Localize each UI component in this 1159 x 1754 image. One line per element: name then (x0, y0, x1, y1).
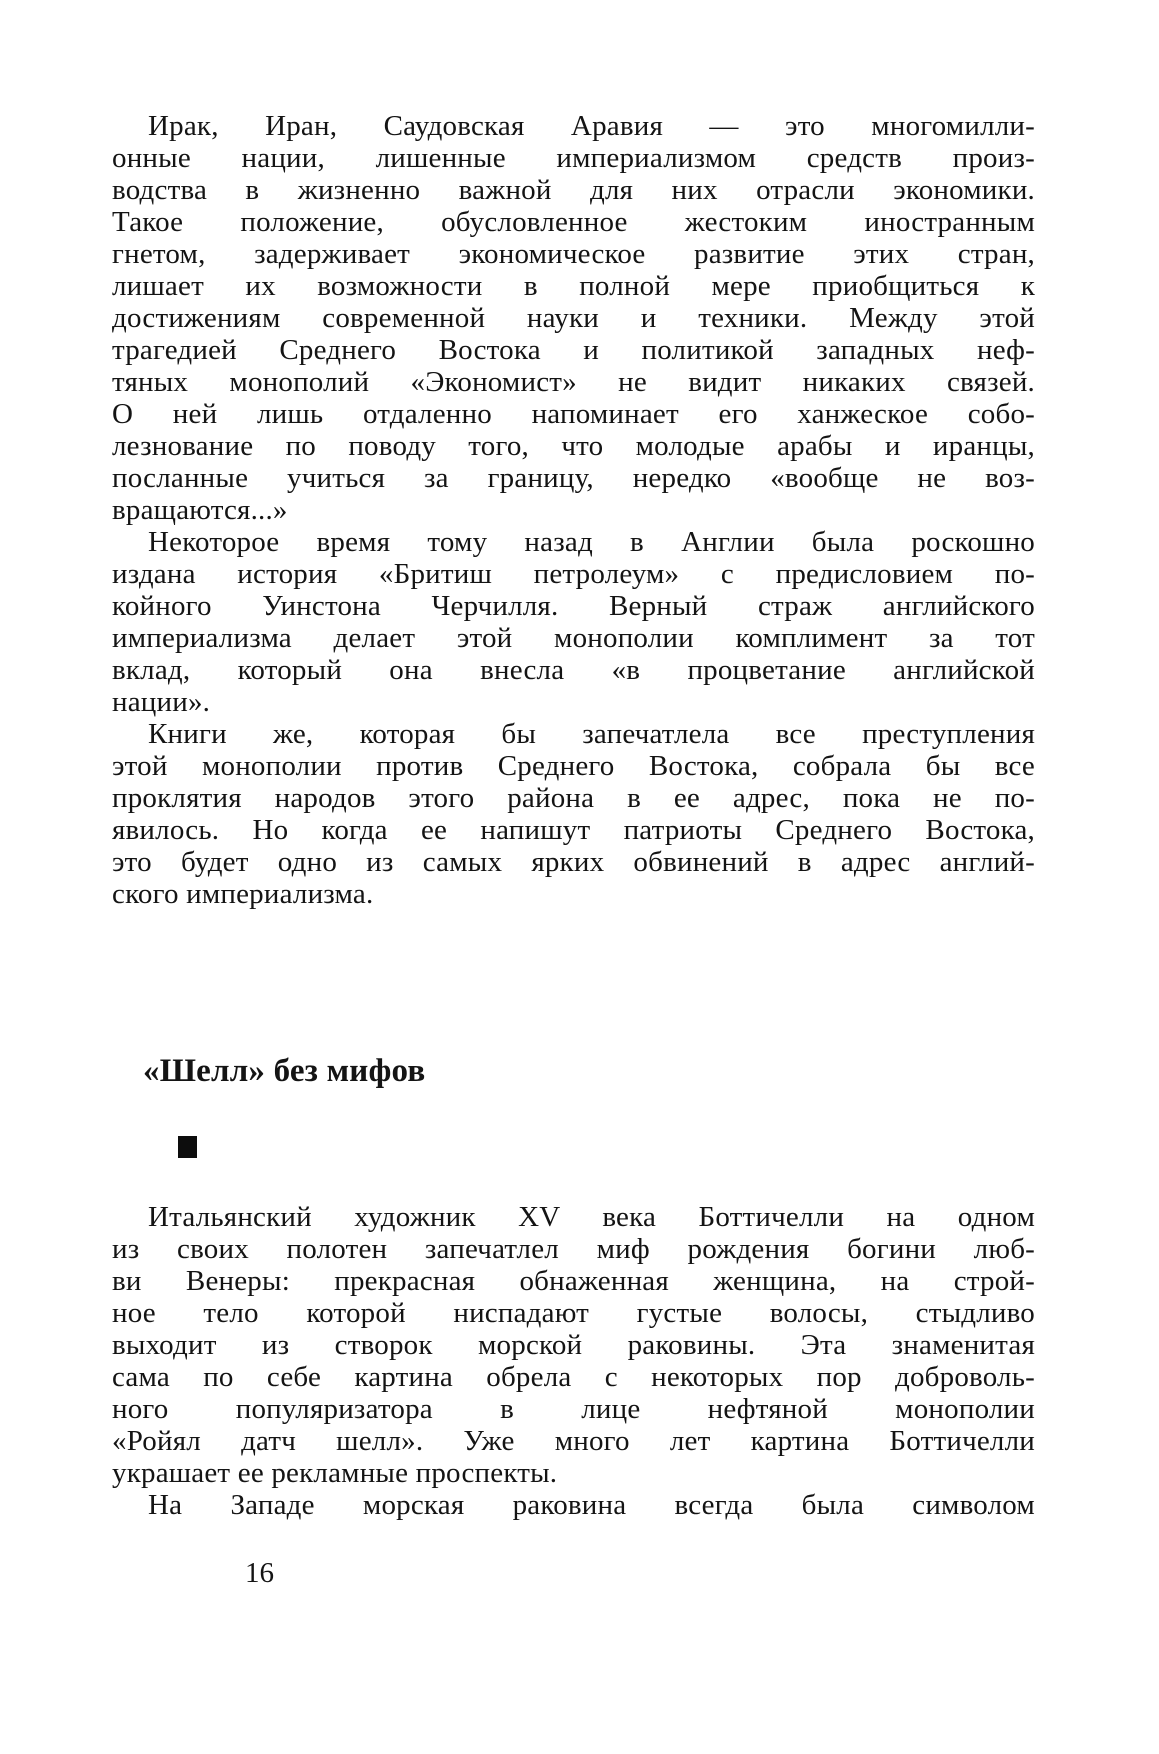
text-line: Ирак, Иран, Саудовская Аравия — это многомилли- (148, 110, 1035, 142)
text-line: О ней лишь отдаленно напоминает его ханжеское собо- (112, 398, 1035, 430)
text-line: койного Уинстона Черчилля. Верный страж английского (112, 590, 1035, 622)
text-line: ного популяризатора в лице нефтяной монополии (112, 1393, 1035, 1425)
text-line: достижениям современной науки и техники. Между этой (112, 302, 1035, 334)
section-heading: «Шелл» без мифов (143, 1053, 426, 1089)
text-line: лишает их возможности в полной мере приобщиться к (112, 270, 1035, 302)
text-line: ского империализма. (112, 878, 374, 910)
text-line: ви Венеры: прекрасная обнаженная женщина, на строй- (112, 1265, 1035, 1297)
text-line: «Ройял датч шелл». Уже много лет картина Боттичелли (112, 1425, 1035, 1457)
text-line: издана история «Бритиш петролеум» с предисловием по- (112, 558, 1035, 590)
text-line: сама по себе картина обрела с некоторых пор доброволь- (112, 1361, 1035, 1393)
text-column (112, 110, 1035, 1589)
text-line: вращаются...» (112, 494, 288, 526)
text-line: На Западе морская раковина всегда была символом (148, 1489, 1035, 1521)
text-line: онные нации, лишенные империализмом средств произ- (112, 142, 1035, 174)
text-line: ное тело которой ниспадают густые волосы, стыдливо (112, 1297, 1035, 1329)
text-line: явилось. Но когда ее напишут патриоты Среднего Востока, (112, 814, 1035, 846)
text-line: Книги же, которая бы запечатлела все преступления (148, 718, 1035, 750)
text-line: тяных монополий «Экономист» не видит никаких связей. (112, 366, 1035, 398)
text-line: вклад, который она внесла «в процветание английской (112, 654, 1035, 686)
page-number: 16 (245, 1557, 274, 1589)
text-line: лезнование по поводу того, что молодые арабы и иранцы, (112, 430, 1035, 462)
text-line: Такое положение, обусловленное жестоким иностранным (112, 206, 1035, 238)
text-line: трагедией Среднего Востока и политикой западных неф- (112, 334, 1035, 366)
paragraph-1 (112, 110, 1035, 526)
text-line: гнетом, задерживает экономическое развитие этих стран, (112, 238, 1035, 270)
paragraph-5 (112, 1489, 1035, 1521)
text-line: этой монополии против Среднего Востока, собрала бы все (112, 750, 1035, 782)
text-line: проклятия народов этого района в ее адрес, пока не по- (112, 782, 1035, 814)
text-line: нации». (112, 686, 211, 718)
text-line: империализма делает этой монополии комплимент за тот (112, 622, 1035, 654)
text-line: украшает ее рекламные проспекты. (112, 1457, 558, 1489)
paragraph-4 (112, 1201, 1035, 1489)
text-line: из своих полотен запечатлел миф рождения богини люб- (112, 1233, 1035, 1265)
text-line: выходит из створок морской раковины. Эта знаменитая (112, 1329, 1035, 1361)
section-marker-square-icon (178, 1136, 197, 1158)
paragraph-3 (112, 718, 1035, 910)
text-line: это будет одно из самых ярких обвинений в адрес англий- (112, 846, 1035, 878)
text-line: Некоторое время тому назад в Англии была роскошно (148, 526, 1035, 558)
text-line: посланные учиться за границу, нередко «вообще не воз- (112, 462, 1035, 494)
text-line: водства в жизненно важной для них отрасли экономики. (112, 174, 1035, 206)
paragraph-2 (112, 526, 1035, 718)
text-line: Итальянский художник XV века Боттичелли на одном (148, 1201, 1035, 1233)
